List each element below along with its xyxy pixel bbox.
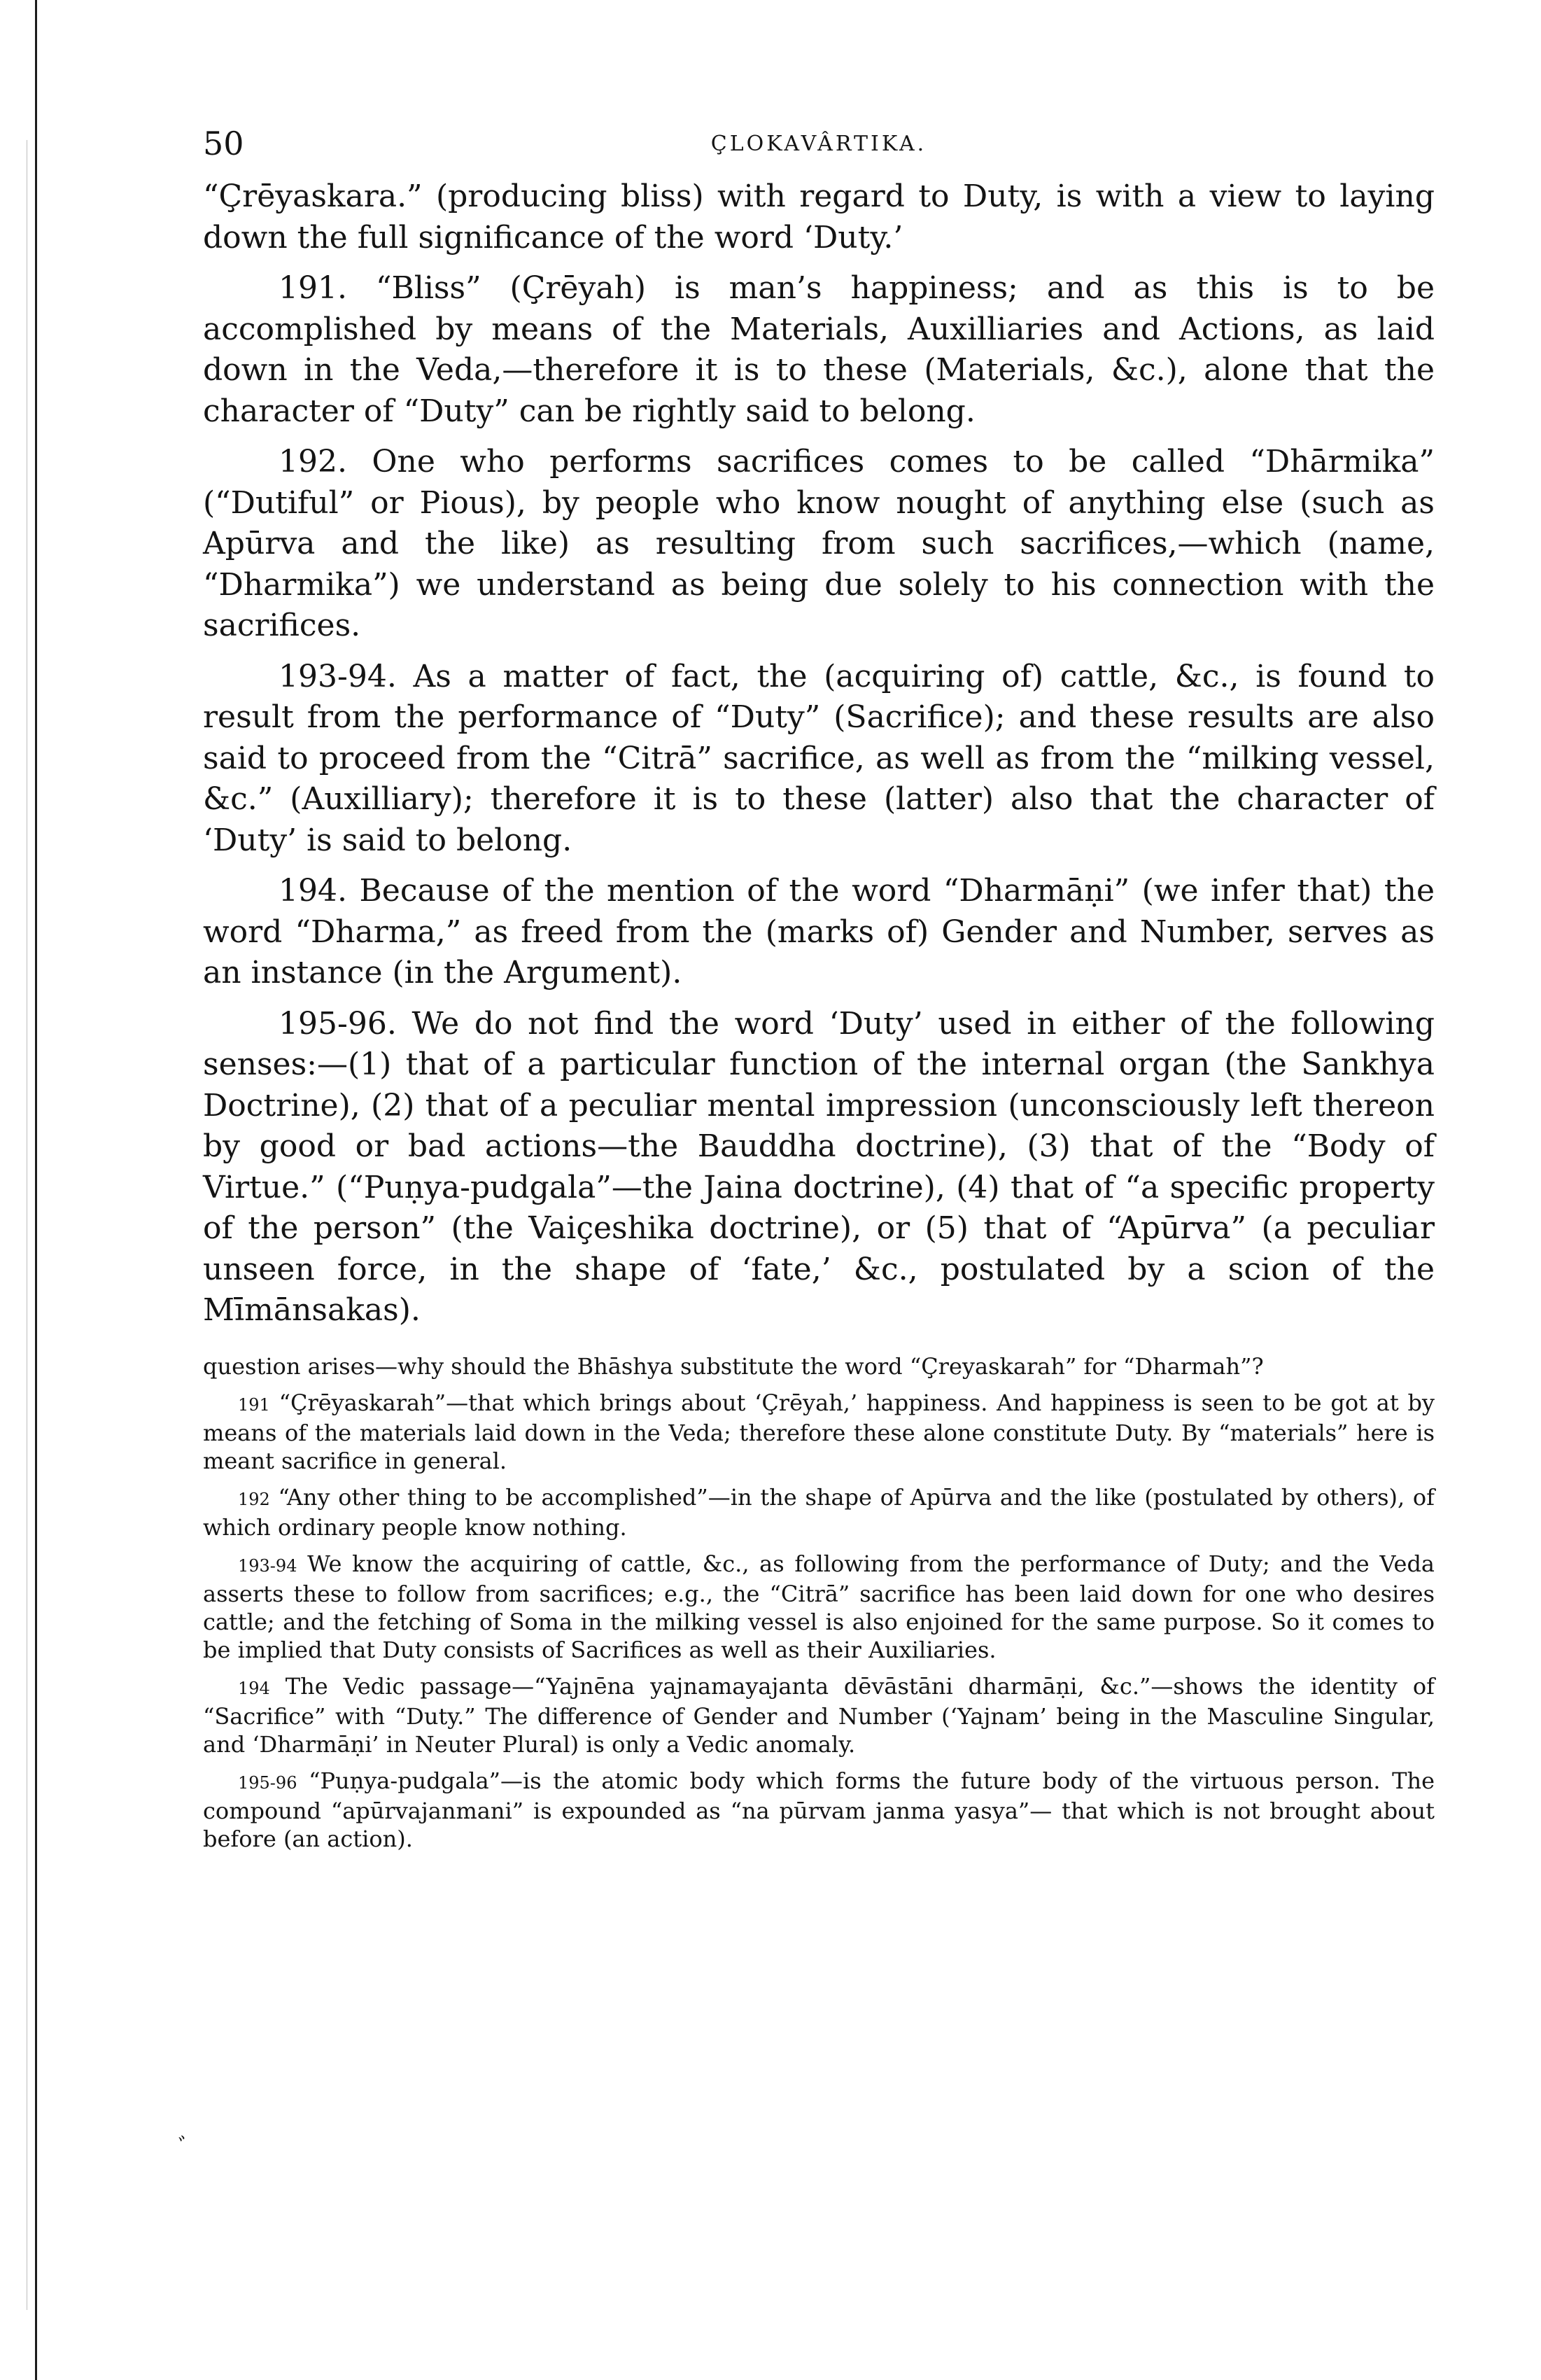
- margin-mark: ﾞ: [174, 2134, 185, 2162]
- page-number: 50: [203, 125, 244, 162]
- paragraph-crēyaskara: “Çrēyaskara.” (producing bliss) with regard to Duty, is with a view to laying down the full significance of the word ‘Duty.’: [203, 178, 1435, 255]
- scan-binding-edge: [35, 0, 37, 2380]
- footnote-continued: [203, 1352, 1435, 1380]
- paragraph-192: 192. One who performs sacrifices comes to be called “Dhārmika” (“Dutiful” or Pious), by people who know nought of anything else (such as Apūrva and the like) as resulting from such sacrifices,—which (name, “Dharmika”) we understand as being due solely to his connection with the sacrifices.: [203, 444, 1435, 643]
- footnote-text: “Any other thing to be accomplished”—in the shape of Apūrva and the like (postulated by others), of which ordinary people know nothing.: [203, 1483, 1435, 1541]
- book-page: [203, 112, 1435, 1861]
- footnote-text: The Vedic passage—“Yajnēna yajnamayajanta dēvāstāni dharmāṇi, &c.”—shows the identity of “Sacrifice” with “Duty.” The difference of Gender and Number (‘Yajnam’ being in the Masculine Singular, and ‘Dharmāṇi’ in Neuter Plural) is only a Vedic anomaly.: [203, 1672, 1435, 1758]
- footnote-number: 193-94: [238, 1555, 297, 1576]
- footnote-text: “Puṇya-pudgala”—is the atomic body which forms the future body of the virtuous person. The compound “apūrvajanmani” is expounded as “na pūrvam janma yasya”— that which is not brought about before (an action).: [203, 1767, 1435, 1852]
- main-text: [203, 176, 1435, 1331]
- footnotes: [203, 1352, 1435, 1853]
- footnote-number: 195-96: [238, 1772, 297, 1793]
- footnote-number: 192: [238, 1489, 270, 1509]
- paragraph-195-96: 195-96. We do not find the word ‘Duty’ used in either of the following senses:—(1) that of a particular function of the internal organ (the Sankhya Doctrine), (2) that of a peculiar mental impression (unconsciously left thereon by good or bad actions—the Bauddha doctrine), (3) that of the “Body of Virtue.” (“Puṇya-pudgala”—the Jaina doctrine), (4) that of “a specific property of the person” (the Vaiçeshika doctrine), or (5) that of “Apūrva” (a peculiar unseen force, in the shape of ‘fate,’ &c., postulated by a scion of the Mīmānsakas).: [203, 1005, 1435, 1328]
- page-header: [203, 112, 1435, 161]
- running-title: ÇLOKAVÂRTIKA.: [710, 132, 927, 156]
- paragraph-194: 194. Because of the mention of the word “Dharmāṇi” (we infer that) the word “Dharma,” as freed from the (marks of) Gender and Number, serves as an instance (in the Argument).: [203, 873, 1435, 990]
- footnote-192: [203, 1483, 1435, 1541]
- paragraph-191: 191. “Bliss” (Çrēyah) is man’s happiness; and as this is to be accomplished by means of the Materials, Auxilliaries and Actions, as laid down in the Veda,—therefore it is to these (Materials, &c.), alone that the character of “Duty” can be rightly said to belong.: [203, 270, 1435, 429]
- footnote-text: “Çrēyaskarah”—that which brings about ‘Çrēyah,’ happiness. And happiness is seen to be got at by means of the materials laid down in the Veda; therefore these alone constitute Duty. By “materials” here is meant sacrifice in general.: [203, 1389, 1435, 1474]
- footnote-text: question arises—why should the Bhāshya substitute the word “Çreyaskarah” for “Dharmah”?: [203, 1352, 1264, 1380]
- footnote-text: We know the acquiring of cattle, &c., as following from the performance of Duty; and the Veda asserts these to follow from sacrifices; e.g., the “Citrā” sacrifice has been laid down for one who desires cattle; and the fetching of Soma in the milking vessel is also enjoined for the same purpose. So it comes to be implied that Duty consists of Sacrifices as well as their Auxiliaries.: [203, 1550, 1435, 1663]
- footnote-191: [203, 1389, 1435, 1475]
- paragraph-193-94: 193-94. As a matter of fact, the (acquiring of) cattle, &c., is found to result from the performance of “Duty” (Sacrifice); and these results are also said to proceed from the “Citrā” sacrifice, as well as from the “milking vessel, &c.” (Auxilliary); therefore it is to these (latter) also that the character of ‘Duty’ is said to belong.: [203, 658, 1435, 858]
- footnote-195-96: [203, 1767, 1435, 1853]
- footnote-194: [203, 1672, 1435, 1758]
- footnote-number: 194: [238, 1678, 270, 1698]
- footnote-193-94: [203, 1550, 1435, 1664]
- footnote-number: 191: [238, 1394, 270, 1415]
- footnote-separator: [203, 1341, 1435, 1352]
